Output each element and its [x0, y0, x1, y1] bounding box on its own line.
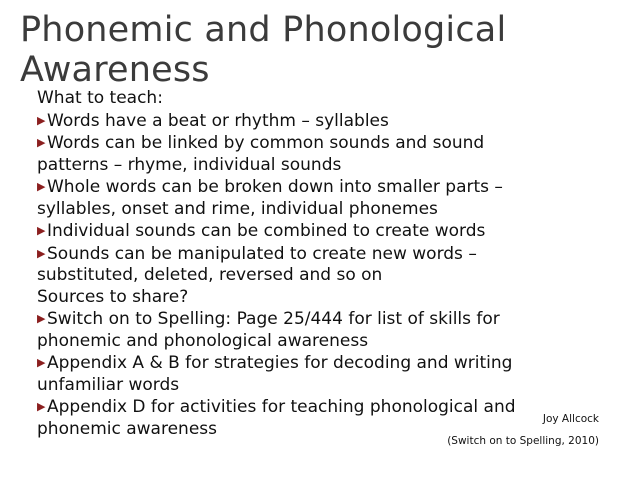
body-line	[37, 220, 633, 243]
body-line-text: phonemic awareness	[37, 418, 217, 439]
body-line	[37, 132, 633, 155]
body-line	[37, 287, 633, 309]
body-line-text: patterns – rhyme, individual sounds	[37, 154, 342, 175]
body-line-text: Appendix D for activities for teaching phonological and	[47, 397, 516, 417]
body-line-text: phonemic and phonological awareness	[37, 330, 369, 351]
body-line-text: unfamiliar words	[37, 374, 180, 395]
body-line-text: Whole words can be broken down into smaller parts –	[47, 177, 503, 197]
bullet-arrow-icon: ▶	[37, 312, 46, 325]
bullet-arrow-icon: ▶	[37, 246, 46, 260]
body-line	[37, 308, 633, 331]
body-line-text: Appendix A & B for strategies for decoding and writing	[47, 353, 513, 373]
body-line-text: Switch on to Spelling: Page 25/444 for list of skills for	[47, 309, 500, 329]
body-line	[37, 352, 633, 375]
bullet-arrow-icon: ▶	[37, 400, 46, 413]
body-line-text: syllables, onset and rime, individual phonemes	[37, 198, 438, 219]
body-line	[37, 265, 633, 287]
body-line	[37, 375, 633, 397]
body-line-text: Sounds can be manipulated to create new words –	[47, 243, 477, 264]
body-line-text: What to teach:	[37, 88, 163, 108]
citation-source: (Switch on to Spelling, 2010)	[447, 435, 599, 447]
body-line	[37, 110, 633, 133]
slide-body	[37, 88, 633, 440]
slide-title	[20, 10, 506, 90]
body-line-text: Sources to share?	[37, 286, 189, 307]
bullet-arrow-icon: ▶	[37, 113, 46, 127]
body-line	[37, 243, 633, 266]
bullet-arrow-icon: ▶	[37, 356, 46, 369]
body-line	[37, 199, 633, 221]
body-line	[37, 88, 633, 110]
bullet-arrow-icon: ▶	[37, 224, 46, 237]
body-line	[37, 331, 633, 353]
body-line	[37, 155, 633, 177]
body-line-text: substituted, deleted, reversed and so on	[37, 265, 383, 285]
title-line-1: Phonemic and Phonological	[20, 10, 507, 50]
bullet-arrow-icon: ▶	[37, 180, 46, 193]
body-line-text: Words can be linked by common sounds and sound	[47, 133, 485, 153]
body-line-text: Words have a beat or rhythm – syllables	[47, 110, 389, 131]
bullet-arrow-icon: ▶	[37, 136, 46, 149]
title-line-2: Awareness	[20, 50, 210, 90]
citation-author: Joy Allcock	[542, 413, 599, 425]
body-line-text: Individual sounds can be combined to create words	[47, 221, 486, 241]
body-line	[37, 176, 633, 199]
